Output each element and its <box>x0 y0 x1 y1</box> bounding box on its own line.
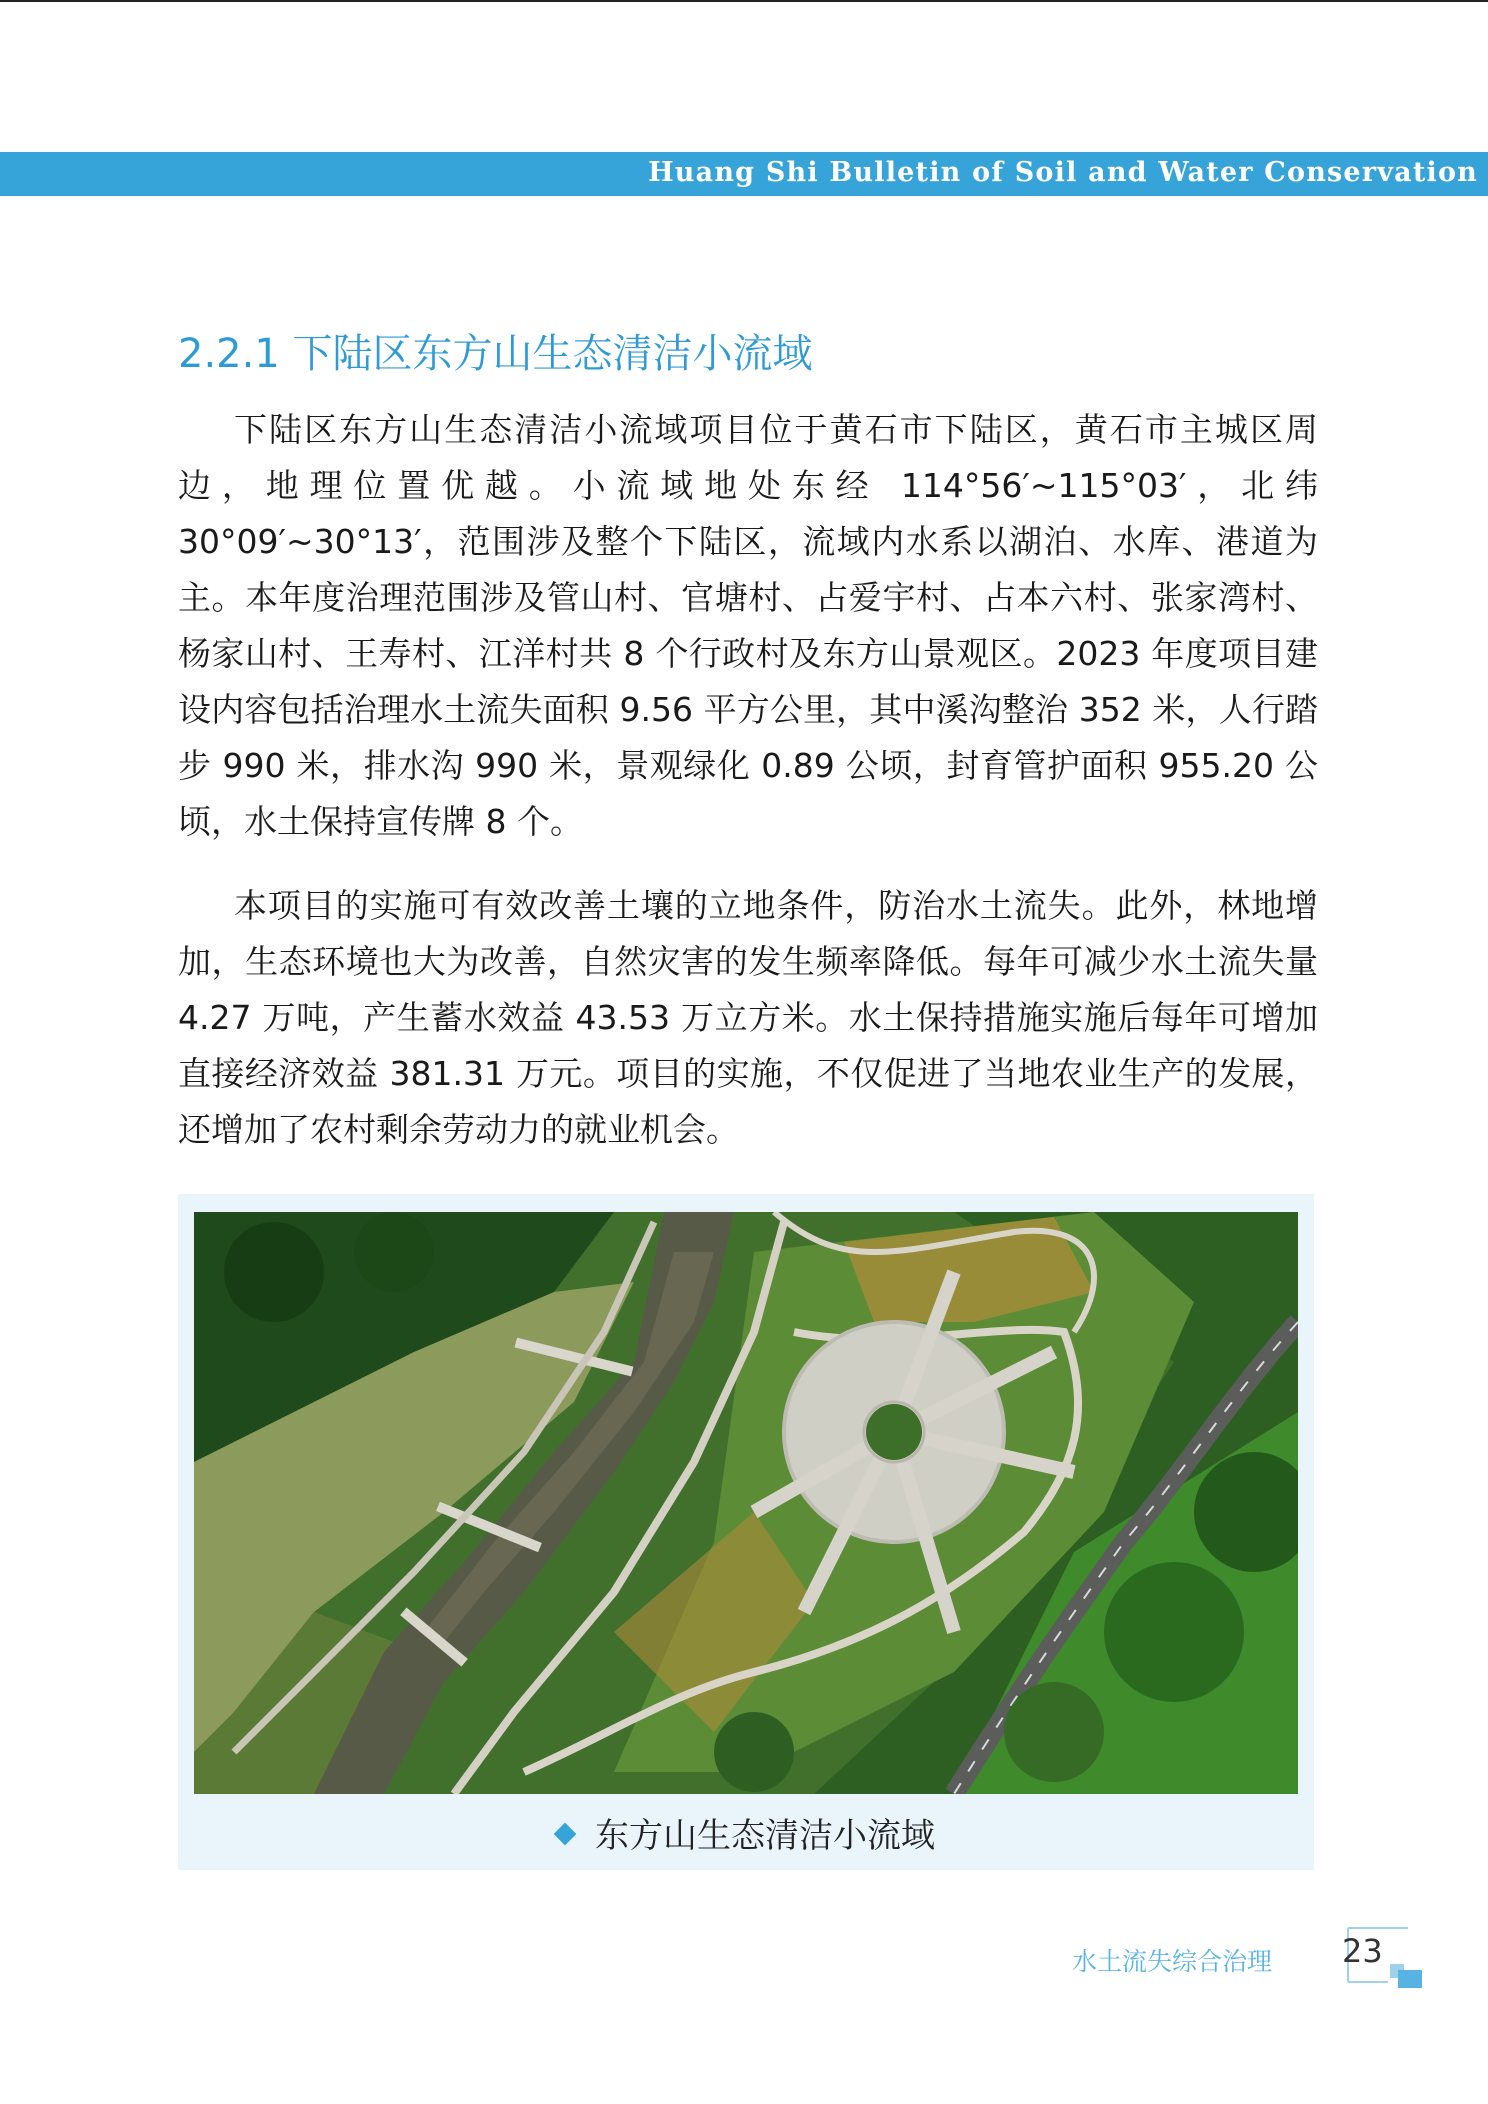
top-border-line <box>0 0 1488 2</box>
figure-caption-text: 东方山生态清洁小流域 <box>595 1816 935 1856</box>
figure-caption <box>178 1808 1314 1858</box>
footer-section-label: 水土流失综合治理 <box>1072 1947 1273 1976</box>
aerial-photo <box>194 1212 1298 1794</box>
figure <box>178 1194 1314 1870</box>
body-paragraph-2: 本项目的实施可有效改善土壤的立地条件，防治水土流失。此外，林地增加，生态环境也大为改善，自然灾害的发生频率降低。每年可减少水土流失量 4.27 万吨，产生蓄水效益 43.53 万立方米。水土保持措施实施后每年可增加直接经济效益 381.31 万元。项目的实施，不仅促进了当地农业生产的发展，还增加了农村剩余劳动力的就业机会。 <box>178 886 1318 1149</box>
diamond-bullet-icon <box>554 1822 577 1845</box>
body-paragraph-1: 下陆区东方山生态清洁小流域项目位于黄石市下陆区，黄石市主城区周边，地理位置优越。小流域地处东经 114°56′~115°03′，北纬 30°09′~30°13′，范围涉及整个下陆区，流域内水系以湖泊、水库、港道为主。本年度治理范围涉及管山村、官塘村、占爱宇村、占本六村、张家湾村、杨家山村、王寿村、江洋村共 8 个行政村及东方山景观区。2023 年度项目建设内容包括治理水土流失面积 9.56 平方公里，其中溪沟整治 352 米，人行踏步 990 米，排水沟 990 米，景观绿化 0.89 公顷，封育管护面积 955.20 公顷，水土保持宣传牌 8 个。 <box>178 410 1318 841</box>
aerial-photo-illustration <box>194 1212 1298 1794</box>
header-banner <box>0 152 1488 196</box>
section-heading: 2.2.1 下陆区东方山生态清洁小流域 <box>178 331 813 377</box>
page-number: 23 <box>1342 1932 1383 1970</box>
banner-title: Huang Shi Bulletin of Soil and Water Conservation <box>648 157 1478 188</box>
